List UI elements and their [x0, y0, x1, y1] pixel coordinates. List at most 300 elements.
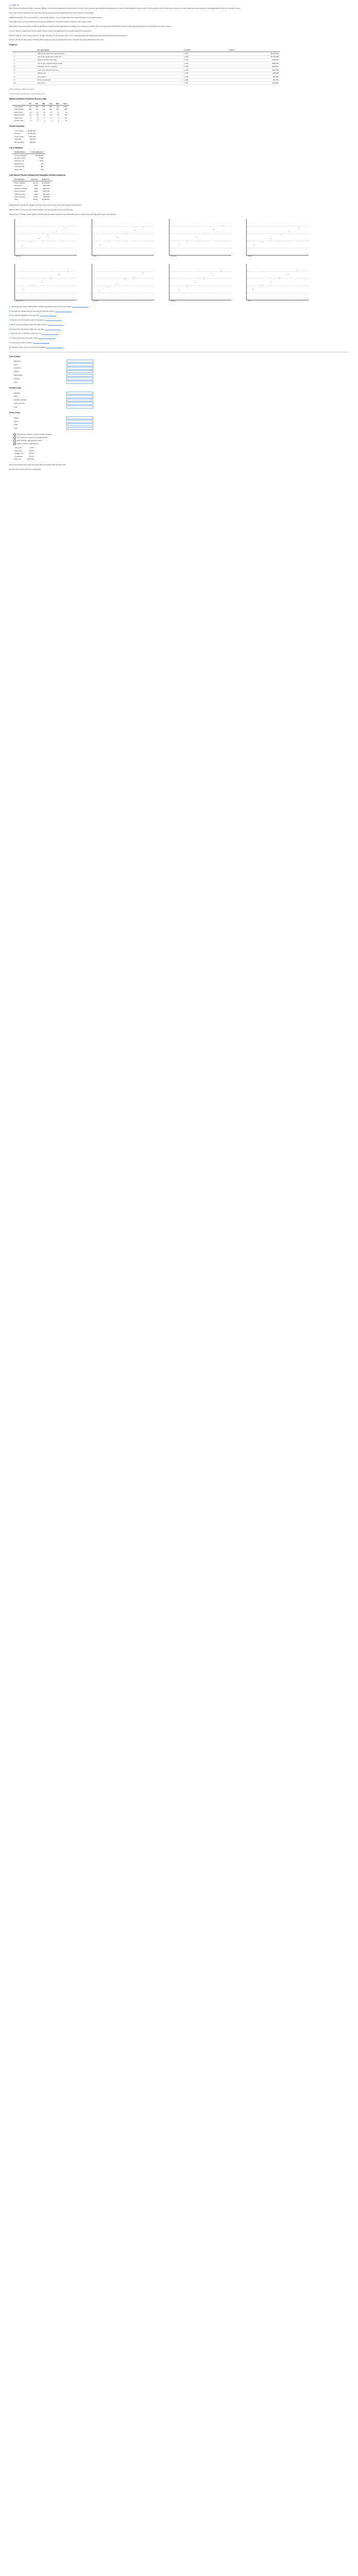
answer-input[interactable] — [66, 374, 93, 377]
question-number: 10. — [9, 346, 12, 348]
question-text: Which method provides a better estimate? Explain. — [11, 323, 47, 326]
intro-paragraph: Context: There is a distinct list of topics. Each of these must be completed before you begin writing the formal report. — [9, 29, 92, 32]
scatter-graph — [92, 219, 154, 256]
table-cell: Other general costs — [36, 78, 183, 81]
answer-table — [12, 392, 95, 409]
choice[interactable] — [13, 439, 349, 442]
table-cell: $41,000 — [227, 78, 280, 81]
answer-cell — [65, 360, 95, 363]
data-point — [116, 283, 117, 284]
table-cell: 1 — [12, 52, 36, 55]
gridline — [15, 285, 77, 286]
answer-input[interactable] — [66, 423, 93, 427]
answer-blank[interactable] — [42, 333, 58, 335]
answer-cell — [65, 405, 95, 409]
table-cell: Utilities cost — [36, 72, 183, 75]
table-cell: 3 — [51, 116, 52, 119]
table-cell: Rework units — [14, 120, 24, 122]
gridline — [247, 226, 309, 227]
table-cell: Selling and admin expenses — [36, 59, 183, 62]
scatter-graph — [92, 264, 154, 300]
col-header: Total — [61, 102, 70, 105]
gridline — [169, 233, 231, 234]
table-cell: 10 — [12, 81, 36, 84]
table-cell: 2 — [12, 55, 36, 58]
answer-input[interactable] — [66, 395, 93, 398]
col-header: Item Description — [36, 49, 183, 52]
scatter-graph — [169, 219, 231, 256]
table-cell: 17 — [57, 111, 59, 113]
answer-row — [12, 416, 95, 420]
table-cell: 4 — [58, 116, 59, 119]
col-header: May — [54, 102, 61, 105]
choice-label: Both methods yield identical results. — [16, 439, 43, 442]
gridline — [169, 226, 231, 227]
gridline — [169, 278, 231, 279]
table-cell: $140 — [34, 193, 38, 195]
answer-row — [12, 405, 95, 409]
scatter-graph — [14, 219, 77, 256]
radio-icon[interactable] — [13, 439, 16, 442]
table-cell: L-107 — [182, 72, 227, 75]
question-text: Compute the margin of safety. — [11, 341, 32, 344]
question-text: Compute the variable cost per unit using the high-low method. — [11, 310, 55, 312]
table-row — [12, 198, 52, 201]
table-cell: 113 — [41, 162, 44, 165]
answer-row — [12, 398, 95, 402]
answer-label: Other — [14, 423, 18, 426]
summary-title: Product Summary — [9, 125, 25, 128]
data-point — [32, 285, 33, 286]
table-cell: 8 — [12, 75, 36, 78]
table-cell: $3,700,000 — [227, 55, 280, 58]
table-cell: $26,000 — [227, 75, 280, 78]
table-cell: 1 — [37, 120, 39, 122]
question-number: 5. — [9, 323, 11, 326]
answer-blank[interactable] — [47, 324, 64, 326]
table-cell: 4 — [12, 62, 36, 65]
answer-block-title: Period Costs — [9, 412, 20, 414]
req-table-title: Required — [9, 44, 17, 46]
answer-row — [12, 402, 95, 405]
table-cell: Scrap value — [14, 168, 23, 171]
table-cell: L-104 — [182, 62, 227, 65]
table-cell: Overhead — [14, 138, 22, 141]
table-cell: L-110 — [182, 81, 227, 84]
table-cell: 10 — [65, 120, 67, 122]
question-text: Prepare the cost formula for each cost category. — [11, 319, 45, 321]
table-cell: Direct labor — [14, 184, 23, 187]
table-cell: Labor per unit — [14, 160, 24, 162]
requirement-text: Refer to Table 1 to compute the relevant variable costs and prepare a simple cost estimate. — [9, 209, 74, 211]
answer-blocks — [9, 355, 349, 430]
table-note: *Measured as a multiple of a dollar. — [9, 88, 35, 91]
answer-label: Total — [14, 405, 18, 408]
answer-cell — [65, 377, 95, 381]
table-cell: 21 — [50, 114, 52, 116]
choice-label: The regression method uses all data points. — [16, 436, 48, 439]
table-cell: L-105 — [182, 65, 227, 68]
table-cell: $110 — [35, 195, 38, 198]
question — [9, 332, 349, 335]
answer-label: Utilities — [14, 370, 19, 373]
table-cell: L-109 — [182, 78, 227, 81]
col-header: Jan — [27, 102, 33, 105]
table-cell: $367,500 — [27, 457, 34, 460]
table-cell: $115,500 — [43, 195, 50, 198]
intro-paragraph: Note: Type of these statements also introduces the questions that were asked. Review the report below for more details. — [9, 11, 94, 14]
table-cell: $62,000 — [30, 138, 36, 141]
answer-cell — [65, 423, 95, 427]
requirement-text: Requirement 1: Identify the variable and fixed components for each of the cost categories listed below. — [9, 204, 81, 207]
table-cell: 20 — [36, 114, 39, 116]
table-cell: Net income — [36, 81, 183, 84]
answer-row — [12, 360, 95, 363]
footer-note: Round to the nearest dollar where applicable. — [9, 468, 42, 470]
table-cell: Fixed overhead — [14, 190, 25, 193]
table-cell: Gross margin — [14, 135, 24, 138]
footer-note: Review the answers and make sure each value is consistent with the given data. — [9, 463, 66, 466]
table-cell: 24 — [43, 114, 45, 116]
choice[interactable] — [13, 443, 349, 445]
table-cell: $4,490,000 — [227, 52, 280, 55]
answer-row — [12, 363, 95, 367]
requirements-table — [12, 49, 280, 86]
answer-cell — [65, 402, 95, 405]
table-cell: Contribution — [14, 455, 23, 457]
question-number: 6. — [9, 328, 11, 330]
table-cell: $400 — [34, 187, 38, 190]
table-cell: Total — [14, 198, 18, 201]
table-cell: Net operating — [14, 141, 24, 143]
answer-input[interactable] — [66, 360, 93, 363]
question-number: 3. — [9, 314, 11, 317]
table-cell: 4 — [30, 116, 31, 119]
answer-input[interactable] — [66, 381, 93, 384]
cost-table — [12, 178, 52, 201]
answer-label: Selling — [14, 416, 19, 419]
question — [9, 346, 349, 349]
answer-input[interactable] — [66, 416, 93, 419]
table-cell: 170 — [36, 108, 39, 111]
answer-blank[interactable] — [72, 306, 89, 308]
col-header: Total Cost — [40, 178, 52, 181]
summary-table — [12, 129, 38, 143]
table-cell: Number of units — [14, 157, 26, 160]
table-cell: 113 — [64, 114, 67, 116]
gridline — [169, 285, 231, 286]
gridline — [15, 278, 77, 279]
table-cell: 3 — [12, 59, 36, 62]
table-cell: 225 — [42, 106, 45, 108]
table-cell: Scrap units — [14, 116, 23, 119]
graph-label: Overhead — [171, 255, 177, 257]
intro-paragraph: Note: Make sure you must provide the necessary calculations for each of the metrics requested in the problem below. — [9, 21, 92, 23]
answer-row — [12, 427, 95, 430]
answer-block-title: Cost of Sales — [9, 355, 21, 358]
answer-label: Supplies — [14, 377, 20, 380]
answer-input[interactable] — [66, 363, 93, 366]
answer-cell — [65, 366, 95, 370]
answer-blank[interactable] — [47, 346, 63, 348]
table-cell: L-106 — [182, 69, 227, 72]
table-cell: 74 — [65, 111, 67, 113]
data-point — [270, 281, 271, 282]
answer-label: Overhead — [14, 367, 21, 369]
answer-blank[interactable] — [33, 342, 49, 344]
answer-cell — [65, 392, 95, 395]
radio-icon[interactable] — [13, 443, 16, 445]
table-cell: 195 — [49, 106, 52, 108]
answer-cell — [65, 395, 95, 398]
answer-input[interactable] — [66, 427, 93, 430]
table-cell: Lease and equipment expense — [36, 69, 183, 72]
table-note: **Measured as a percentage of the annual income. — [9, 93, 45, 95]
table-cell: Variable cost — [14, 452, 24, 455]
answer-label: Labor — [14, 363, 18, 366]
question — [9, 319, 349, 321]
question — [9, 324, 349, 326]
table-cell: Direct materials — [14, 181, 25, 184]
question-text: Prepare a short memo summarizing the findings. — [12, 346, 46, 348]
gridline — [15, 226, 77, 227]
answer-blank[interactable] — [55, 310, 72, 312]
table-cell: 5 — [12, 65, 36, 68]
table-cell: Fixed cost — [14, 457, 22, 460]
table-cell: Labor hours — [14, 111, 23, 113]
table-cell: 22 — [29, 114, 31, 116]
table-cell: 1,050 — [39, 157, 44, 160]
section-a-title: Balanced Monthly Production Record Ledger — [9, 97, 47, 100]
answer-cell — [65, 398, 95, 402]
table-cell: 6 — [12, 69, 36, 72]
col-header: Mar — [40, 102, 47, 105]
table-cell: Sales for all units to the selected period — [36, 52, 183, 55]
table-cell: 1,050 — [63, 106, 67, 108]
table-cell: Overhead rate — [14, 165, 25, 168]
table-cell: $1,200 — [33, 181, 38, 184]
table-cell: $26 — [41, 165, 44, 168]
choices — [9, 433, 349, 445]
answer-label: Materials — [14, 360, 21, 362]
table-cell: L-103 — [182, 59, 227, 62]
table-cell: 26 — [57, 114, 59, 116]
paragraph: Review: Identify the final answer, including which steps you used, to calculate the results. Compare this value against the requirement. — [9, 39, 104, 41]
col-header: Activity Measure — [29, 151, 45, 154]
answer-cell — [65, 381, 95, 384]
data-point — [280, 234, 281, 235]
answer-row — [12, 374, 95, 377]
data-point — [271, 238, 272, 239]
table-cell: $150,000 — [227, 62, 280, 65]
table-cell: 3 — [37, 116, 39, 119]
question-number: 1. — [9, 305, 11, 308]
gridline — [247, 271, 309, 272]
table-cell: Cost of production — [14, 154, 27, 157]
table-cell: $145,000 — [227, 59, 280, 62]
table-cell: 210 — [42, 108, 45, 111]
question-number: 4. — [9, 319, 11, 321]
graph-label: Maintenance — [16, 300, 24, 302]
table-cell: 16 — [43, 111, 45, 113]
answer-label: Fixed overhead — [14, 402, 25, 404]
intro-paragraph: Additional specifics: These are specifics for this specific analysis - not necessarily what you should write about in any given exercise. — [9, 16, 103, 19]
list-vars-table — [12, 151, 45, 171]
choice-label: Neither method is appropriate. — [16, 443, 39, 445]
table-cell: $367,500 — [43, 190, 50, 193]
table-cell: 9 — [12, 78, 36, 81]
table-cell: 2 — [51, 120, 52, 122]
paragraph: Recent: Teach the cost for these products, for sale, and have it in the answers space. The market and answer the highest questions about with these relevant data sets. — [9, 34, 128, 37]
question — [9, 310, 349, 313]
table-cell: Cost of the goods sold in each unit — [36, 55, 183, 58]
choice[interactable] — [13, 436, 349, 439]
table-cell: $120,000 — [227, 65, 280, 68]
table-cell: 190 — [28, 108, 31, 111]
question-number: 8. — [9, 337, 11, 340]
col-header: Unit Cost — [29, 178, 40, 181]
table-cell: 2 — [30, 120, 31, 122]
table-cell: 3 — [58, 120, 59, 122]
answer-row — [12, 423, 95, 427]
table-cell: 7 — [12, 72, 36, 75]
table-row — [12, 458, 36, 461]
answer-blank[interactable] — [45, 328, 61, 330]
answer-cell — [65, 370, 95, 374]
radio-icon[interactable] — [13, 436, 16, 439]
table-cell: Cost of sales — [14, 129, 24, 132]
table-row — [12, 120, 69, 122]
table-cell: Variable overhead — [14, 187, 27, 190]
col-header: Apr — [47, 102, 54, 105]
answer-input[interactable] — [66, 405, 93, 409]
table-cell: Selling expense — [14, 193, 26, 195]
top-links — [9, 3, 349, 7]
graph-label: Shipping — [171, 300, 176, 302]
gridline — [92, 271, 154, 272]
table-cell: $58,000 — [227, 72, 280, 75]
answer-input[interactable] — [66, 402, 93, 405]
table-cell: 230 — [56, 108, 59, 111]
table-cell: Units sold — [14, 447, 22, 449]
list-vars-title: List of Variables — [9, 146, 23, 149]
graph-label: Supplies — [93, 300, 98, 302]
scatter-graph — [169, 264, 231, 300]
table-cell: Employee cost for production — [36, 65, 183, 68]
answer-table — [12, 360, 95, 384]
table-cell: Admin expense — [14, 195, 25, 198]
gridline — [15, 233, 77, 234]
gridline — [92, 233, 154, 234]
col-header: Cost Element — [12, 178, 29, 181]
table-cell: 180 — [36, 106, 39, 108]
gridline — [92, 226, 154, 227]
table-cell: 13 — [36, 111, 39, 113]
req-table-body — [12, 52, 280, 85]
col-header: Feb — [33, 102, 40, 105]
answer-row — [12, 395, 95, 398]
graph-label: Materials — [16, 255, 22, 257]
intro-paragraph: Deliverable. The report should contain the calculations for each question and answer as clearly and concisely as possible. The report should also describe the process of determining the final answer and which steps were involved. — [9, 25, 172, 28]
gridline — [247, 278, 309, 279]
table-cell: Units started — [14, 106, 23, 108]
gridline — [92, 285, 154, 286]
answer-block-title: Product Costs — [9, 387, 22, 389]
question-number: 2. — [9, 310, 11, 312]
table-cell: $420,000 — [43, 187, 50, 190]
answer-input[interactable] — [66, 420, 93, 423]
requirement-text: Requirement 2: Prepare scatter graphs using the high-low data to determine the relationship between activity level and total cost for each cost category. — [9, 213, 116, 215]
answer-input[interactable] — [66, 399, 93, 402]
table-cell: L-102 — [182, 55, 227, 58]
table-cell: 5 — [44, 116, 45, 119]
answer-row — [12, 392, 95, 395]
answer-cell — [65, 420, 95, 423]
table-cell: 985 — [64, 108, 67, 111]
answer-row — [12, 370, 95, 374]
question-text: Compute the total fixed cost component. — [11, 314, 40, 317]
table-cell: $1,260,000 — [42, 181, 50, 184]
col-header: Line Ref — [182, 49, 227, 52]
answer-input[interactable] — [66, 367, 93, 370]
question-text: Using the graph above, identify which variable best predicts total cost for each activity. — [11, 305, 72, 308]
question-text: Determine the contribution margin per unit. — [11, 332, 42, 335]
scatter-graphs — [14, 219, 349, 300]
answer-row — [12, 381, 95, 384]
answer-blank[interactable] — [40, 314, 57, 316]
table-cell: $147,000 — [43, 193, 50, 195]
production-ledger — [12, 102, 69, 122]
table-row — [12, 141, 38, 143]
top-link[interactable]: 1_2Nfa 14 — [9, 3, 19, 6]
gridline — [247, 233, 309, 234]
scatter-graph — [246, 219, 309, 256]
answer-row — [12, 420, 95, 423]
question — [9, 342, 349, 344]
answer-row — [12, 366, 95, 370]
question-text: Compute the break-even point in units. — [11, 337, 39, 340]
table-cell: $350 — [34, 190, 38, 193]
question — [9, 314, 349, 317]
question — [9, 306, 349, 308]
answer-row — [12, 377, 95, 381]
answer-input[interactable] — [66, 392, 93, 395]
table-cell: Sales price — [14, 449, 22, 452]
table-cell: $4,390,000 — [28, 129, 36, 132]
data-point — [196, 236, 197, 237]
question-number: 9. — [9, 341, 11, 344]
answer-blank[interactable] — [45, 319, 62, 321]
questions — [9, 306, 349, 349]
table-cell: $3,100 — [33, 198, 38, 201]
answer-input[interactable] — [66, 377, 93, 380]
table-cell: 2 — [44, 120, 45, 122]
col-header: Amount — [227, 49, 280, 52]
table-cell: 19 — [65, 116, 67, 119]
choice-label: The high-low method is simpler but less accurate. — [16, 433, 52, 436]
table-cell: $100,000 — [29, 135, 36, 138]
radio-icon[interactable] — [13, 433, 16, 436]
table-cell: $4,276 — [29, 449, 34, 452]
table-row — [12, 168, 45, 171]
graph-label: Utilities — [248, 255, 252, 257]
col-header: Variable Name — [12, 151, 29, 154]
answer-input[interactable] — [66, 370, 93, 374]
table-cell: 1,050 — [30, 447, 34, 449]
answer-blank[interactable] — [39, 337, 55, 339]
gridline — [92, 278, 154, 279]
scatter-graph — [246, 264, 309, 300]
